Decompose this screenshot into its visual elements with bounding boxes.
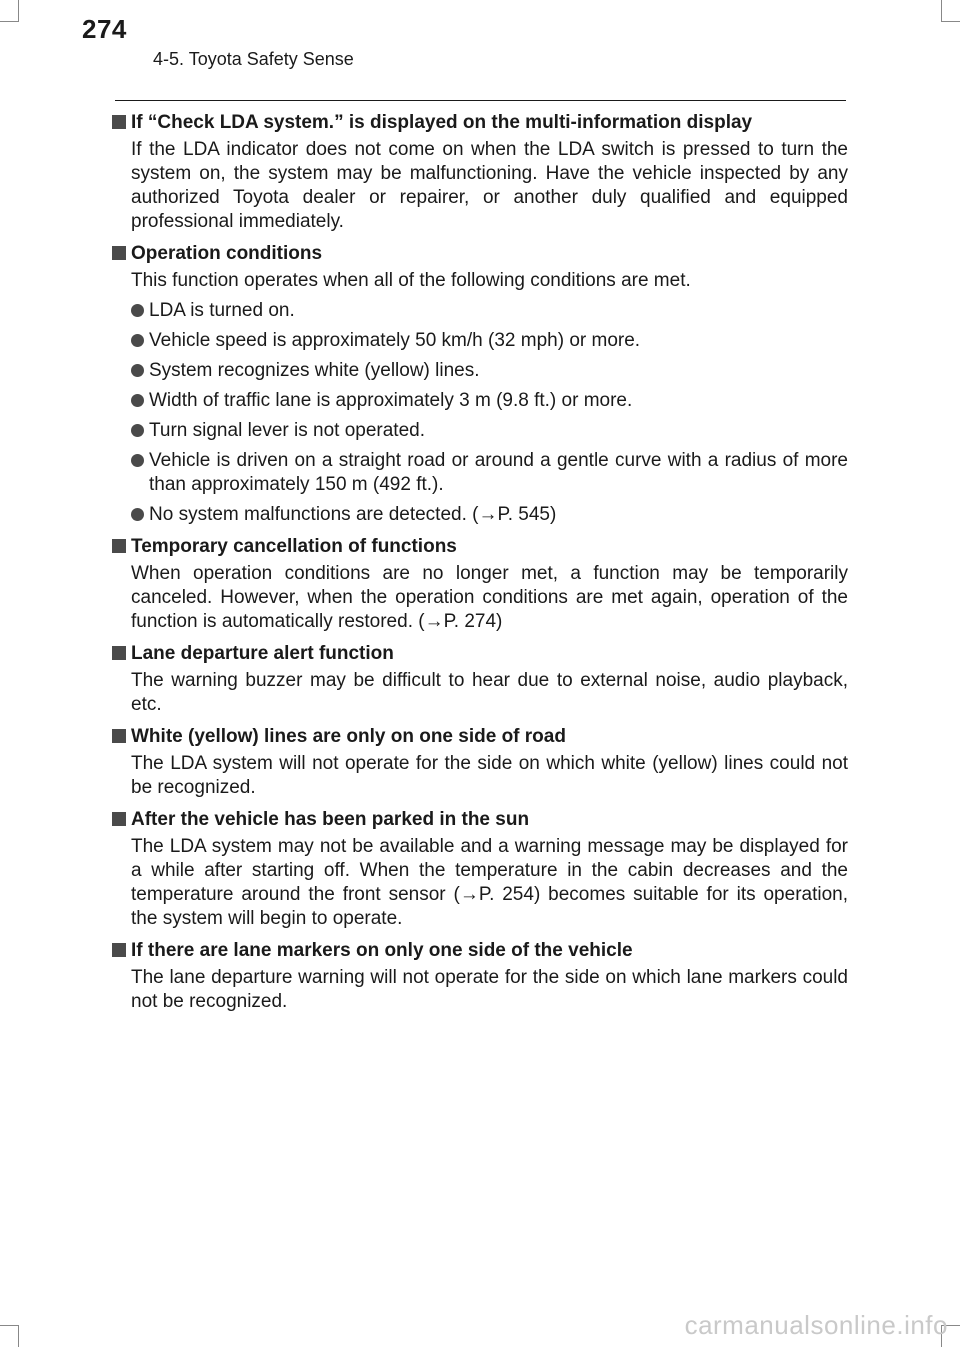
crop-mark (18, 1325, 19, 1347)
section-heading (112, 535, 848, 559)
list-item-text: Turn signal lever is not operated. (149, 420, 426, 441)
section-heading (112, 642, 848, 666)
section-paragraph: The LDA system may not be available and a warning message may be displayed for a while after starting off. When the temperature in the cabin decreases and the temperature around the front sensor (→P. 254) becomes suitable for its operation, the system will begin to operate. (131, 836, 848, 929)
section-heading-text: If there are lane markers on only one side of the vehicle (131, 940, 633, 961)
circle-bullet-icon (131, 304, 144, 317)
list-item (131, 419, 848, 443)
section-parked-in-sun (112, 808, 848, 931)
crop-mark (0, 1325, 19, 1326)
section-heading-text: Lane departure alert function (131, 643, 394, 664)
section-lane-markers-one-side (112, 939, 848, 1014)
circle-bullet-icon (131, 394, 144, 407)
section-operation-conditions (112, 242, 848, 527)
square-bullet-icon (112, 646, 126, 660)
section-heading (112, 111, 848, 135)
square-bullet-icon (112, 246, 126, 260)
section-check-lda (112, 111, 848, 234)
section-heading (112, 725, 848, 749)
crop-mark (941, 21, 960, 22)
section-heading-text: After the vehicle has been parked in the sun (131, 809, 530, 830)
crop-mark (18, 0, 19, 22)
list-item (131, 449, 848, 497)
section-paragraph: This function operates when all of the following conditions are met. (131, 270, 691, 291)
section-paragraph: If the LDA indicator does not come on when the LDA switch is pressed to turn the system on, the system may be malfunctioning. Have the vehicle inspected by any authorized Toyota dealer or repairer, or another duly qualified and equipped professional immediately. (131, 139, 848, 232)
list-item (131, 329, 848, 353)
page-content (112, 111, 848, 1022)
square-bullet-icon (112, 539, 126, 553)
section-heading (112, 808, 848, 832)
circle-bullet-icon (131, 424, 144, 437)
section-heading (112, 242, 848, 266)
section-paragraph: When operation conditions are no longer met, a function may be temporarily canceled. However, when the operation conditions are met again, operation of the function is automatically restored. (→P. 274) (131, 563, 848, 632)
list-item-text: Vehicle is driven on a straight road or around a gentle curve with a radius of more than approximately 150 m (492 ft.). (149, 450, 848, 495)
list-item (131, 389, 848, 413)
list-item-text: LDA is turned on. (149, 300, 295, 321)
circle-bullet-icon (131, 508, 144, 521)
section-temporary-cancellation (112, 535, 848, 634)
list-item-text: No system malfunctions are detected. (→P. 545) (149, 504, 557, 525)
section-heading-text: Operation conditions (131, 243, 323, 264)
square-bullet-icon (112, 943, 126, 957)
section-paragraph: The LDA system will not operate for the side on which white (yellow) lines could not be recognized. (131, 753, 848, 798)
circle-bullet-icon (131, 454, 144, 467)
section-white-yellow-lines (112, 725, 848, 800)
crop-mark (0, 21, 19, 22)
circle-bullet-icon (131, 334, 144, 347)
square-bullet-icon (112, 115, 126, 129)
section-heading-text: If “Check LDA system.” is displayed on the multi-information display (131, 112, 753, 133)
list-item (131, 299, 848, 323)
list-item (131, 359, 848, 383)
circle-bullet-icon (131, 364, 144, 377)
square-bullet-icon (112, 729, 126, 743)
square-bullet-icon (112, 812, 126, 826)
section-paragraph: The warning buzzer may be difficult to hear due to external noise, audio playback, etc. (131, 670, 848, 715)
section-title: 4-5. Toyota Safety Sense (153, 49, 354, 69)
page-number: 274 (82, 14, 127, 44)
watermark: carmanualsonline.info (684, 1310, 948, 1340)
section-heading-text: White (yellow) lines are only on one side of road (131, 726, 566, 747)
section-heading (112, 939, 848, 963)
header-rule (115, 100, 846, 101)
list-item-text: Vehicle speed is approximately 50 km/h (32 mph) or more. (149, 330, 641, 351)
list-item (131, 503, 848, 527)
section-heading-text: Temporary cancellation of functions (131, 536, 457, 557)
list-item-text: Width of traffic lane is approximately 3 m (9.8 ft.) or more. (149, 390, 633, 411)
list-item-text: System recognizes white (yellow) lines. (149, 360, 480, 381)
section-paragraph: The lane departure warning will not operate for the side on which lane markers could not be recognized. (131, 967, 848, 1012)
crop-mark (941, 0, 942, 22)
section-lane-departure-alert (112, 642, 848, 717)
